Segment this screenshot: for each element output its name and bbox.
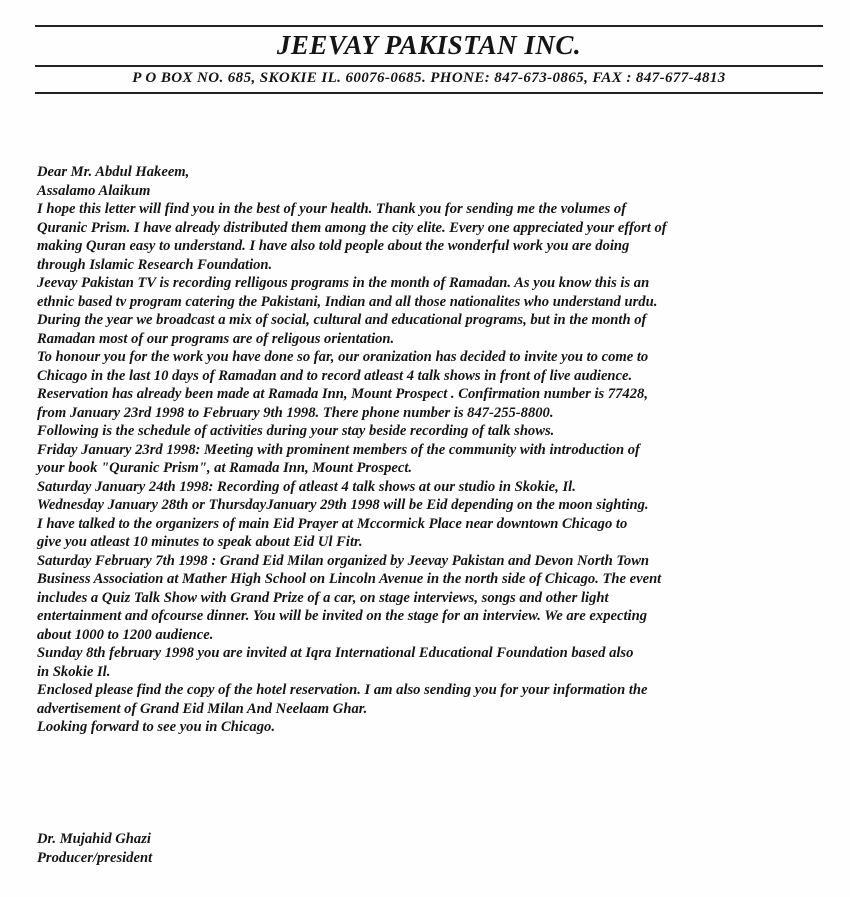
letter-line: through Islamic Research Foundation.	[37, 256, 273, 273]
letter-line: Chicago in the last 10 days of Ramadan and to record atleast 4 talk shows in front of live audience.	[37, 367, 633, 384]
letter-line: Enclosed please find the copy of the hotel reservation. I am also sending you for your information the	[37, 682, 648, 698]
letter-line: To honour you for the work you have done so far, our oranization has decided to invite you to come to	[37, 349, 649, 365]
letterhead-middle-rule	[35, 65, 823, 67]
letter-line: I have talked to the organizers of main Eid Prayer at Mccormick Place near downtown Chicago to	[37, 515, 628, 532]
letter-line: includes a Quiz Talk Show with Grand Prize of a car, on stage interviews, songs and other light	[37, 589, 609, 606]
letter-line: Saturday January 24th 1998: Recording of atleast 4 talk shows at our studio in Skokie, Il.	[37, 478, 576, 495]
letter-line: Friday January 23rd 1998: Meeting with prominent members of the community with introduction of	[37, 441, 640, 458]
letter-line: Jeevay Pakistan TV is recording relligous programs in the month of Ramadan. As you know this is an	[37, 275, 650, 291]
company-name: JEEVAY PAKISTAN INC.	[276, 30, 582, 60]
letter-line: give you atleast 10 minutes to speak about Eid Ul Fitr.	[37, 534, 363, 550]
signer-name: Dr. Mujahid Ghazi	[37, 831, 151, 847]
letterhead-top-rule	[35, 25, 823, 27]
signer-title: Producer/president	[37, 850, 153, 866]
letter-line: Saturday February 7th 1998 : Grand Eid Milan organized by Jeevay Pakistan and Devon North Town	[37, 552, 650, 569]
letter-line: Wednesday January 28th or ThursdayJanuary 29th 1998 will be Eid depending on the moon sighting.	[37, 497, 649, 513]
letter-line: Dear Mr. Abdul Hakeem,	[37, 164, 190, 180]
letter-line: During the year we broadcast a mix of social, cultural and educational programs, but in the month of	[37, 312, 647, 328]
letter-line: in Skokie Il.	[37, 663, 111, 680]
letter-line: about 1000 to 1200 audience.	[37, 626, 214, 643]
letter-body	[37, 163, 837, 737]
letter-line: your book "Quranic Prism", at Ramada Inn, Mount Prospect.	[37, 460, 413, 476]
letter-line: Ramadan most of our programs are of religous orientation.	[37, 330, 395, 347]
letter-line: Following is the schedule of activities during your stay beside recording of talk shows.	[37, 423, 555, 439]
company-address: P O BOX NO. 685, SKOKIE IL. 60076-0685. PHONE: 847-673-0865, FAX : 847-677-4813	[132, 70, 726, 86]
letter-line: making Quran easy to understand. I have also told people about the wonderful work you are doing	[37, 238, 630, 254]
letter-line: Looking forward to see you in Chicago.	[37, 719, 275, 735]
letter-line: Reservation has already been made at Ramada Inn, Mount Prospect . Confirmation number is 77428,	[37, 386, 648, 402]
letter-line: Assalamo Alaikum	[37, 182, 151, 199]
letter-line: from January 23rd 1998 to February 9th 1998. There phone number is 847-255-8800.	[37, 404, 554, 421]
letter-line: Sunday 8th february 1998 you are invited at Iqra International Educational Foundation based also	[37, 645, 634, 661]
letter-line: advertisement of Grand Eid Milan And Neelaam Ghar.	[37, 700, 368, 717]
letter-line: Business Association at Mather High School on Lincoln Avenue in the north side of Chicago. The event	[37, 571, 662, 587]
signature-block	[37, 830, 437, 868]
letter-line: ethnic based tv program catering the Pakistani, Indian and all those nationalites who understand urdu.	[37, 293, 658, 310]
letter-line: I hope this letter will find you in the best of your health. Thank you for sending me the volumes of	[37, 201, 627, 217]
letterhead-bottom-rule	[35, 92, 823, 94]
letter-line: entertainment and ofcourse dinner. You will be invited on the stage for an interview. We are expecting	[37, 608, 647, 624]
letter-line: Quranic Prism. I have already distributed them among the city elite. Every one appreciated your effort of	[37, 219, 667, 236]
